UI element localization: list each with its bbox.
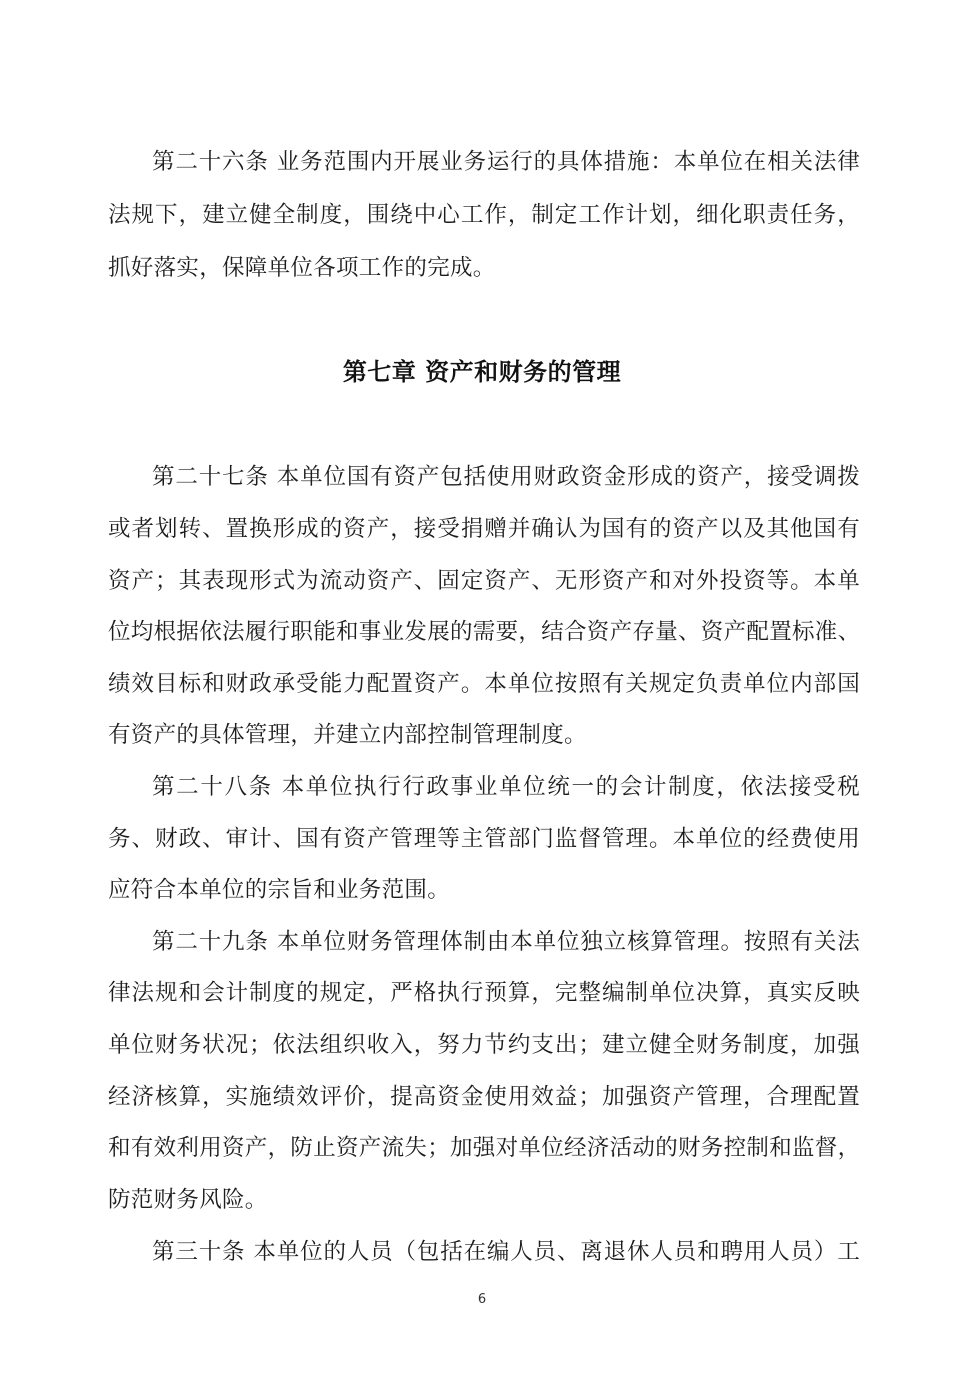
article-29-line-3: 单位财务状况；依法组织收入，努力节约支出；建立健全财务制度，加强	[108, 1032, 860, 1058]
article-27-line-6: 有资产的具体管理，并建立内部控制管理制度。	[108, 722, 587, 748]
article-29-line-6: 防范财务风险。	[108, 1187, 268, 1213]
article-27-line-1: 第二十七条 本单位国有资产包括使用财政资金形成的资产，接受调拨	[152, 464, 860, 490]
article-29-line-5: 和有效利用资产，防止资产流失；加强对单位经济活动的财务控制和监督，	[108, 1135, 860, 1161]
article-27-line-3: 资产；其表现形式为流动资产、固定资产、无形资产和对外投资等。本单	[108, 568, 860, 594]
page-number: 6	[477, 1292, 487, 1307]
article-27-line-5: 绩效目标和财政承受能力配置资产。本单位按照有关规定负责单位内部国	[108, 671, 860, 697]
article-29-line-1: 第二十九条 本单位财务管理体制由本单位独立核算管理。按照有关法	[152, 929, 860, 955]
article-27-line-4: 位均根据依法履行职能和事业发展的需要，结合资产存量、资产配置标准、	[108, 619, 860, 645]
article-30-line-1: 第三十条 本单位的人员（包括在编人员、离退休人员和聘用人员）工	[152, 1239, 860, 1265]
article-28-line-3: 应符合本单位的宗旨和业务范围。	[108, 877, 451, 903]
article-29-line-2: 律法规和会计制度的规定，严格执行预算，完整编制单位决算，真实反映	[108, 980, 860, 1006]
chapter-heading: 第七章 资产和财务的管理	[342, 358, 622, 386]
article-26-line-1: 第二十六条 业务范围内开展业务运行的具体措施：本单位在相关法律	[152, 149, 860, 175]
article-28-line-2: 务、财政、审计、国有资产管理等主管部门监督管理。本单位的经费使用	[108, 826, 860, 852]
article-26-line-2: 法规下，建立健全制度，围绕中心工作，制定工作计划，细化职责任务，	[108, 202, 860, 228]
article-29-line-4: 经济核算，实施绩效评价，提高资金使用效益；加强资产管理，合理配置	[108, 1084, 860, 1110]
article-28-line-1: 第二十八条 本单位执行行政事业单位统一的会计制度，依法接受税	[152, 774, 860, 800]
article-27-line-2: 或者划转、置换形成的资产，接受捐赠并确认为国有的资产以及其他国有	[108, 516, 860, 542]
article-26-line-3: 抓好落实，保障单位各项工作的完成。	[108, 255, 496, 281]
